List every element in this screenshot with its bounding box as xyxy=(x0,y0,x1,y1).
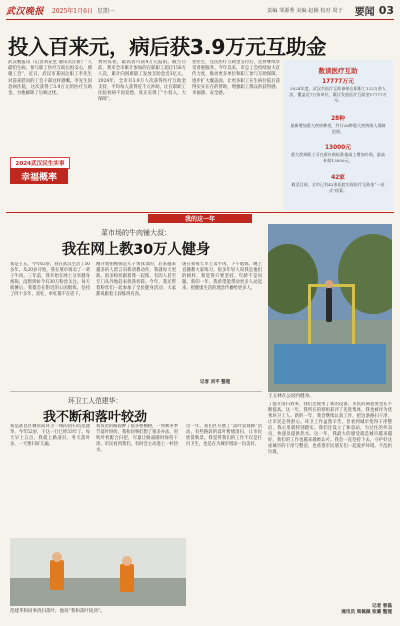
newspaper-logo: 武汉晚报 xyxy=(6,6,45,17)
livelihood-badge: 2024武汉民生实事 xyxy=(10,157,70,169)
column-label: 我的这一年 xyxy=(148,214,252,223)
issue-date: 2025年1月6日 xyxy=(52,7,93,15)
sanitation-photo xyxy=(10,538,186,606)
fitness-photo-caption: 王五林在公园内健身。 xyxy=(268,394,314,399)
story3-right-column: 了提升清扫效率，我们还使用了新的设备，市民的满意度也在不断提高。这一年，我所在的班组获评了先进集体，我也被评为优秀环卫工人。新的一年，我会继续认真工作，把这条路扫干净，让市民走得舒心。环卫工作虽然辛苦，但看到城市变得干净整洁，我心里就特别踏实。我们还设立了休息站，为过往的外卖员、快递员提供热水。这一年，我最大的感受就是城市越来越好，我们的工作也越来越被认可。我会一直坚持下去，守护好这座城市的干净与整洁，也希望市民朋友们一起爱护环境，不乱扔垃圾。 xyxy=(268,402,392,456)
lead-column-1: 武汉晚报讯（记者刘充堂 通讯员汪新）“人最怕生病，参与职工医疗互助后很安心，感谢工会”，近日，武汉市某国企职工李先生对前来慰问的工会干部这样感慨。李先生因急病住院，这次获得了3.9万元的医疗互助金，为他解除了后顾之忧。 xyxy=(8,60,92,97)
story3-column-3: 这一年，我们区开展了“落叶景观路”活动，有些路段的落叶暂缓清扫，让市民欣赏秋景。我觉得我们的工作不仅是打扫卫生，也是在为城市增添一份美好。 xyxy=(186,424,262,448)
story-divider xyxy=(10,391,262,392)
masthead-rule xyxy=(6,19,394,20)
sidebar-stat-text: 截至目前，全市已有42家医院实现医疗互助金“一站式”结算。 xyxy=(291,182,385,193)
sidebar-title: 数读医疗互助 xyxy=(318,67,358,75)
story3-kicker: 环卫工人范建华： xyxy=(67,397,123,405)
sidebar-stat-number: 28种 xyxy=(331,116,345,122)
lead-headline: 投入百来元，病后获3.9万元互助金 xyxy=(8,35,327,59)
story2-column-2: 刚开始拍视频是儿子帮我录的，后来越来越多的人留言向我请教动作，我就每天更新。很多粉丝跟着我一起练，有的人甚至专门从外地赶来找我切磋。今年，我还带着粉丝们一起参加了全民健身活动，大家都说跟着王叔练得有劲。 xyxy=(96,262,176,298)
lead-column-3: 业医生，这次医疗互助金支付后，还将继续享受普惠服务。今年以来，市总工会持续加大宣传力度，推动更多单位和职工参与互助保障，逐步扩大覆盖面，让更多职工在生病住院后获得实实在在的帮助，增强职工群众的获得感、幸福感、安全感。 xyxy=(192,60,280,97)
data-sidebar xyxy=(283,60,393,210)
lead-column-2: 费用负担，最高者可获4万元报销。截至目前，我市全市累计参加的在职职工超过150万人次，累计向困难职工发放互助金近3亿元。2024年，全市有3.9万人次获得医疗互助金支持，平均每人获得近千元补助，让在职职工住院看病不再发愁，真正实现了“小投入，大保障”。 xyxy=(98,60,186,103)
fitness-photo xyxy=(268,224,392,392)
story3-byline: 记者 曾磊 通讯员 周佩佩 张璐 整理 xyxy=(341,604,392,615)
story2-column-3: 现在我每天早上卖牛肉，下午锻炼，晚上直播教大家练习。很多年轻人说我是他们的榜样，我觉得只要坚持，年龄不是问题。新的一年，我希望能带动更多人动起来，把健康生活的理念传播给更多人。 xyxy=(182,262,262,292)
happiness-badge: 幸福概率 xyxy=(10,168,68,184)
masthead xyxy=(6,3,394,17)
story2-byline: 记者 刘平 整理 xyxy=(200,380,231,385)
sidebar-stat-number: 17777万元 xyxy=(322,79,354,85)
sidebar-stat xyxy=(289,174,387,193)
sidebar-stat-number: 42家 xyxy=(331,175,345,181)
editor-credits: 责编 邹源秀 美编 赵颖 校对 周子 xyxy=(267,7,343,14)
sidebar-stat-text: 2024年度，武汉市医疗互助参保在职职工122万余人次，覆盖近7万家单位，累计发放医疗互助金17777万元。 xyxy=(289,86,387,103)
story3-column-2: 我负责的路段种了很多梧桐树，一到秋冬季节落叶纷纷。我和同事们想了很多办法，用吹叶机配合扫把，尽量让路面随时保持干净。市民看到我们，有时会主动递上一杯热水。 xyxy=(96,424,178,454)
sidebar-stat-text: 最新增加重大疾病种类，共计28种重大疾病纳入保障范围。 xyxy=(290,123,386,134)
sidebar-stat-number: 13000元 xyxy=(325,145,351,151)
sidebar-stat-text: 重大疾病职工可在原补助标准基础上增加补助，最高补助13000元。 xyxy=(290,152,386,163)
story2-body xyxy=(10,262,262,385)
section-name: 要闻 xyxy=(354,6,375,18)
story2-column-1: 我是王五，今年63岁，我在武汉生活了50多年。从20岁开始，我在菜市场卖了一辈子牛肉。三年前，我开始在网上分享健身视频，没想到如今有30万粉丝关注。每天收摊后，我都会在附近的公园锻炼，坚持了四十多年，双杠、单杠都不在话下。 xyxy=(10,262,90,298)
page-number: 03 xyxy=(378,3,394,17)
story3-headline: 我不断和落叶较劲 xyxy=(42,410,147,425)
story2-headline: 我在网上教30万人健身 xyxy=(61,242,211,258)
story2-kicker: 菜市场的牛肉铺大叔： xyxy=(101,229,171,237)
story3-column-1: 我是武昌区城管局环卫一线的清扫员范建华，今年52岁，干这一行已经33年了。每天早上五点，我就上路清扫，冬天落叶多，一天要扫好几遍。 xyxy=(10,424,90,448)
sidebar-stat xyxy=(289,144,387,163)
issue-weekday: 星期一 xyxy=(96,7,115,15)
sidebar-stat xyxy=(289,78,387,103)
sanitation-photo-caption: 范建华和同事清扫落叶，他说“我和落叶较劲”。 xyxy=(10,609,105,614)
sidebar-stat xyxy=(289,115,387,134)
section-divider xyxy=(6,212,394,213)
